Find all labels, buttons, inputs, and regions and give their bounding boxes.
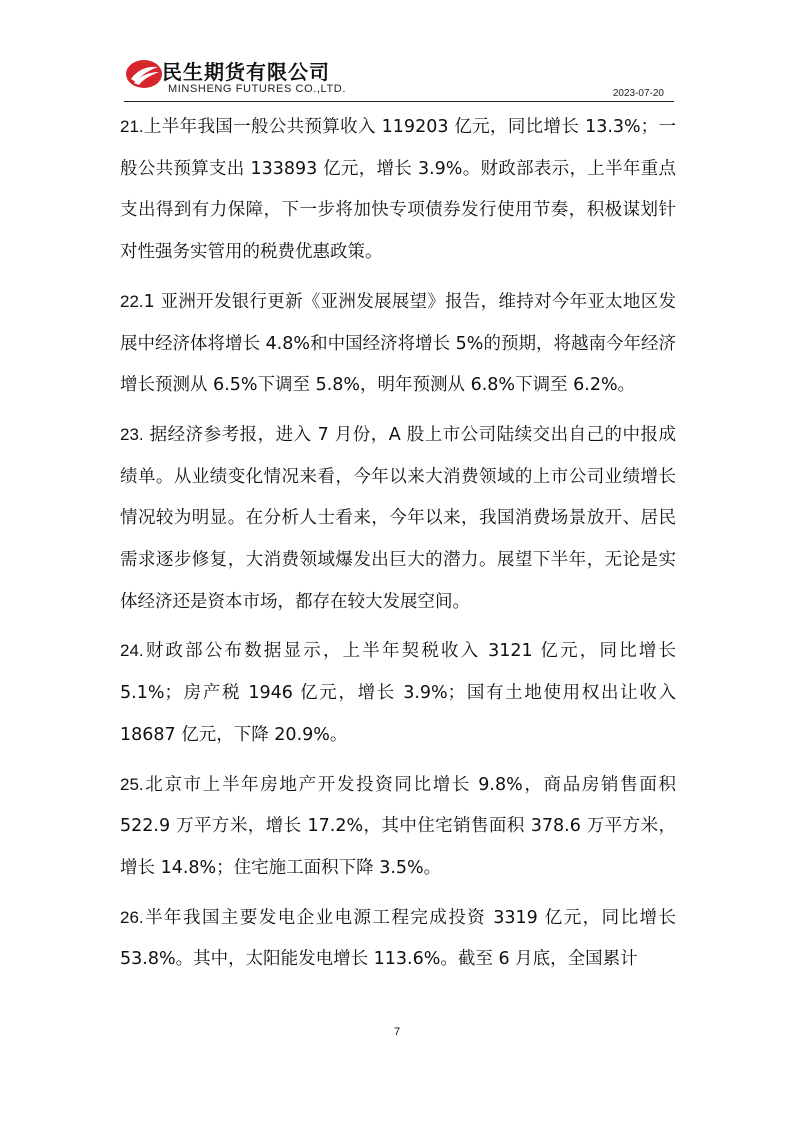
minsheng-logo-icon: [124, 58, 164, 90]
item-text: 北京市上半年房地产开发投资同比增长 9.8%，商品房销售面积 522.9 万平方米，增长 17.2%，其中住宅销售面积 378.6 万平方米，增长 14.8%；住宅施工面积下降 3.5%。: [120, 774, 676, 878]
item-number: 23.: [120, 424, 144, 444]
item-number: 24.: [120, 641, 144, 661]
news-list: [120, 106, 676, 988]
header-divider: [124, 101, 674, 102]
item-text: 半年我国主要发电企业电源工程完成投资 3319 亿元，同比增长 53.8%。其中，太阳能发电增长 113.6%。截至 6 月底，全国累计: [120, 907, 676, 970]
item-text: 上半年我国一般公共预算收入 119203 亿元，同比增长 13.3%；一般公共预算支出 133893 亿元，增长 3.9%。财政部表示，上半年重点支出得到有力保障，下一步将加快专项债券发行使用节奏，积极谋划针对性强务实管用的税费优惠政策。: [120, 117, 676, 263]
item-number: 21.: [120, 117, 144, 136]
item-text: 据经济参考报，进入 7 月份，A 股上市公司陆续交出自己的中报成绩单。从业绩变化情况来看，今年以来大消费领域的上市公司业绩增长情况较为明显。在分析人士看来，今年以来，我国消费场景放开、居民需求逐步修复，大消费领域爆发出巨大的潜力。展望下半年，无论是实体经济还是资本市场，都存在较大发展空间。: [120, 424, 676, 612]
news-item-23: [120, 414, 676, 624]
page-header: [124, 52, 672, 102]
item-text: 1 亚洲开发银行更新《亚洲发展展望》报告，维持对今年亚太地区发展中经济体将增长 4.8%和中国经济将增长 5%的预期，将越南今年经济增长预测从 6.5%下调至 5.8%，明年预测从 6.8%下调至 6.2%。: [120, 291, 676, 396]
item-number: 25.: [120, 774, 144, 794]
news-item-24: [120, 630, 676, 756]
page-number: 7: [393, 1026, 401, 1038]
news-item-26: [120, 897, 676, 981]
news-item-22: [120, 281, 676, 407]
report-date: 2023-07-20: [612, 88, 664, 99]
news-item-25: [120, 764, 676, 890]
item-text: 财政部公布数据显示，上半年契税收入 3121 亿元，同比增长 5.1%；房产税 1946 亿元，增长 3.9%；国有土地使用权出让收入 18687 亿元，下降 20.9%。: [120, 641, 676, 745]
item-number: 22.: [120, 291, 144, 311]
item-number: 26.: [120, 907, 144, 927]
news-item-21: [120, 106, 676, 274]
company-name-en: MINSHENG FUTURES CO.,LTD.: [168, 83, 346, 95]
company-name-cn: 民生期货有限公司: [162, 60, 330, 84]
